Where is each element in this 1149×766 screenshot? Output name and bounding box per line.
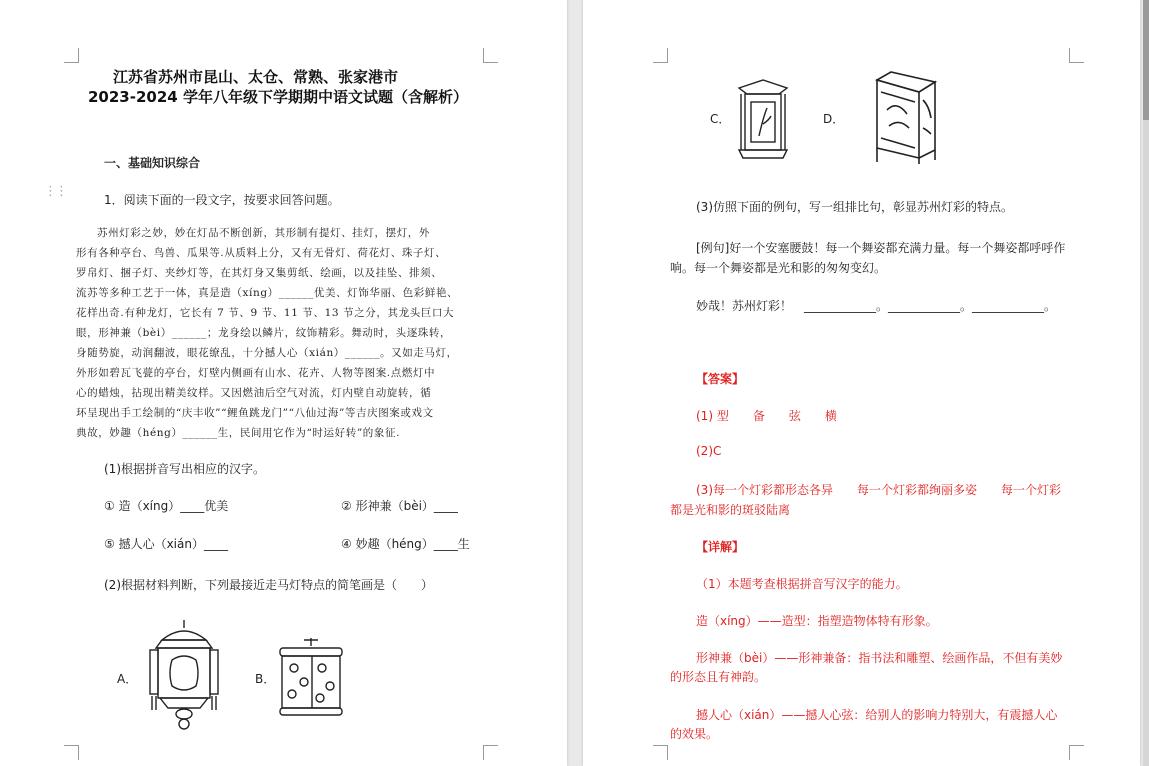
example-line-2: 响。每一个舞姿都是光和影的匆匆变幻。 xyxy=(670,261,887,275)
passage-line: 环呈现出手工绘制的“庆丰收”“鲤鱼跳龙门”“八仙过海”等吉庆图案或戏文 xyxy=(76,407,434,419)
document-page-left xyxy=(0,0,567,766)
blank-item-1: ① 造（xíng）____优美 xyxy=(104,499,229,513)
answer-1: (1) 型 备 弦 横 xyxy=(696,409,837,423)
passage-line: 流苏等多种工艺于一体，真是造（xíng）______优美、灯饰华丽、色彩鲜艳、 xyxy=(76,287,459,299)
document-page-right xyxy=(583,0,1140,766)
margin-mark-bottom-right xyxy=(483,745,498,760)
lantern-sketch-b xyxy=(276,638,346,718)
lantern-sketch-c xyxy=(733,78,793,160)
margin-mark-bottom-left xyxy=(653,745,668,760)
section-heading: 一、基础知识综合 xyxy=(104,156,201,170)
lantern-sketch-a xyxy=(142,618,226,736)
example-line-1: [例句]好一个安塞腰鼓！每一个舞姿都充满力量。每一个舞姿都呼呼作 xyxy=(696,241,1066,255)
reading-passage xyxy=(76,223,484,443)
passage-line: 身随势旋，动润翻波，眼花缭乱，十分撼人心（xián）______。又如走马灯， xyxy=(76,347,458,359)
detail-4-line1: 撼人心（xián）——撼人心弦：给别人的影响力特别大，有震撼人心 xyxy=(696,708,1058,722)
passage-line: 典故，妙趣（héng）______生，民间用它作为“时运好转”的象征. xyxy=(76,427,401,439)
lantern-sketch-d xyxy=(847,70,937,166)
margin-mark-bottom-right xyxy=(1069,745,1084,760)
answer-2: (2)C xyxy=(696,444,722,458)
answer-3-line1: (3)每一个灯彩都形态各异 每一个灯彩都绚丽多姿 每一个灯彩 xyxy=(696,483,1062,497)
question-1: 1．阅读下面的一段文字，按要求回答问题。 xyxy=(104,193,340,207)
option-a-label: A． xyxy=(117,672,138,686)
document-title-line2: 2023-2024 学年八年级下学期期中语文试题（含解析） xyxy=(88,88,468,106)
detail-3-line2: 的形态且有神韵。 xyxy=(670,670,767,684)
passage-line: 眼，形神兼（bèi）______；龙身绘以鳞片，纹饰精彩。舞动时，头逐珠转， xyxy=(76,327,452,339)
option-c-label: C． xyxy=(710,112,731,126)
passage-line: 心的蜡烛，拈现出精美纹样。又因燃油后空气对流，灯内壁自动旋转，循 xyxy=(76,387,432,399)
detail-3-line1: 形神兼（bèi）——形神兼备：指书法和雕塑、绘画作品，不但有美妙 xyxy=(696,651,1063,665)
margin-mark-bottom-left xyxy=(64,745,79,760)
detail-1: （1）本题考查根据拼音写汉字的能力。 xyxy=(696,577,908,591)
blank-item-3: ⑤ 撼人心（xián）____ xyxy=(104,537,228,551)
passage-line: 外形如碧瓦飞甍的亭台，灯壁内侧画有山水、花卉、人物等图案.点燃灯中 xyxy=(76,367,436,379)
blank-item-4: ④ 妙趣（héng）____生 xyxy=(341,537,470,551)
sub-question-3: (3)仿照下面的例句，写一组排比句，彰显苏州灯彩的特点。 xyxy=(696,200,1014,214)
sub-question-1: (1)根据拼音写出相应的汉字。 xyxy=(104,462,265,476)
passage-line: 苏州灯彩之妙，妙在灯品不断创新，其形制有提灯、挂灯，摆灯，外 xyxy=(97,227,430,239)
margin-mark-top-right xyxy=(483,48,498,63)
detail-2: 造（xíng）——造型：指塑造物体特有形象。 xyxy=(696,614,938,628)
passage-line: 罗帛灯、捆子灯、夹纱灯等，在其灯身又集剪纸、绘画，以及挂坠、排须、 xyxy=(76,267,443,279)
blank-item-2: ② 形神兼（bèi）____ xyxy=(341,499,458,513)
answer-3-line2: 都是光和影的斑驳陆离 xyxy=(670,503,791,517)
document-title-line1: 江苏省苏州市昆山、太仓、常熟、张家港市 xyxy=(113,68,399,86)
passage-line: 花样出奇.有种龙灯，它长有 7 节、9 节、11 节、13 节之分，其龙头巨口大 xyxy=(76,307,455,319)
drag-handle-icon[interactable]: ⋮⋮ xyxy=(44,184,66,199)
detail-4-line2: 的效果。 xyxy=(670,727,719,741)
margin-mark-top-left xyxy=(653,48,668,63)
scrollbar-thumb[interactable] xyxy=(1143,0,1149,120)
sub-question-2: (2)根据材料判断，下列最接近走马灯特点的简笔画是（ ） xyxy=(104,578,434,592)
detail-label: 【详解】 xyxy=(696,540,745,554)
fill-in-prompt: 妙哉！苏州灯彩！ ____________。____________。____________。 xyxy=(696,299,1057,313)
option-d-label: D． xyxy=(823,112,845,126)
answer-label: 【答案】 xyxy=(696,372,745,386)
option-b-label: B． xyxy=(255,672,276,686)
passage-line: 形有各种亭台、鸟兽、瓜果等.从质料上分，又有无骨灯、荷花灯、珠子灯、 xyxy=(76,247,447,259)
margin-mark-top-right xyxy=(1069,48,1084,63)
margin-mark-top-left xyxy=(64,48,79,63)
